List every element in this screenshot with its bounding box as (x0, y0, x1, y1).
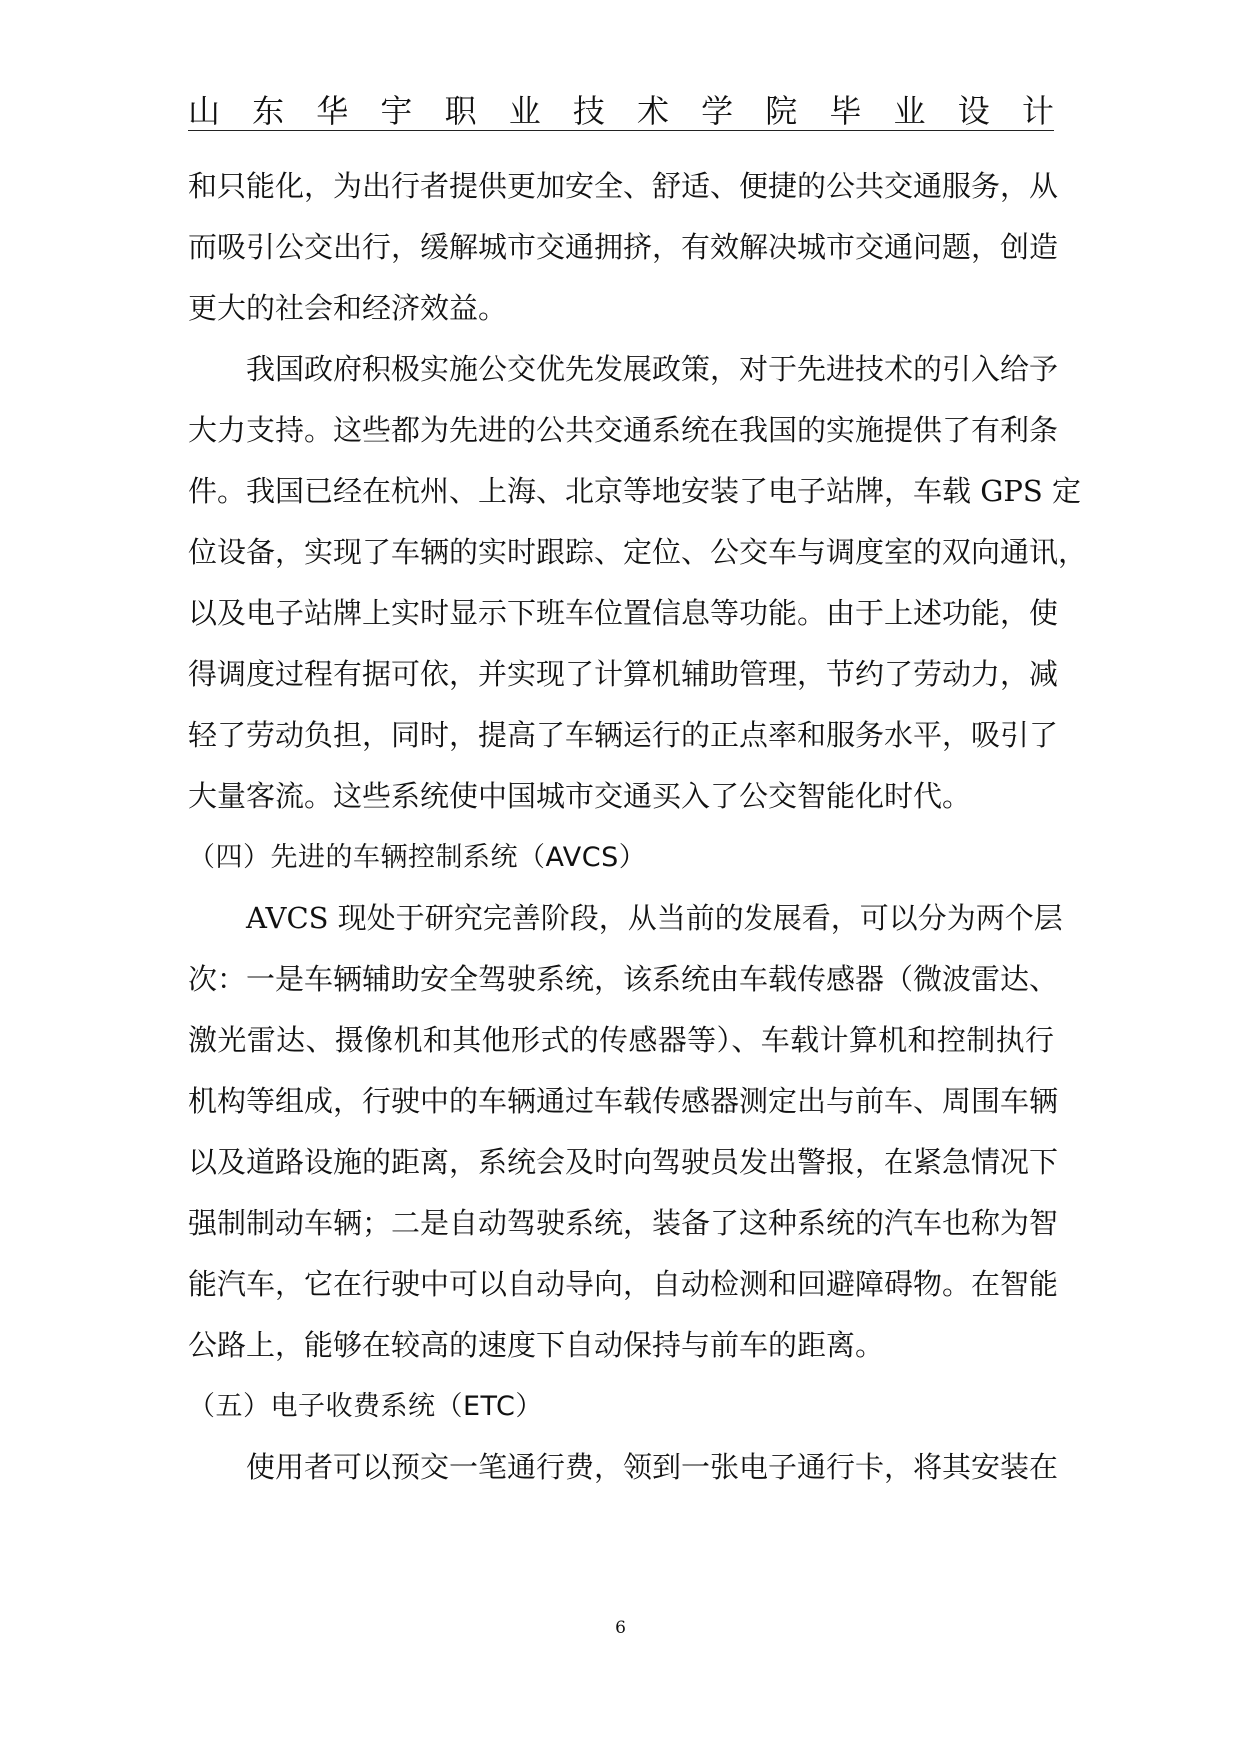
page-header (188, 88, 1054, 130)
header-char: 华 (316, 92, 349, 130)
text-line: 以及电子站牌上实时显示下班车位置信息等功能。由于上述功能，使 (188, 596, 1059, 630)
section-heading: （五）电子收费系统（ETC） (188, 1391, 543, 1422)
page-number: 6 (615, 1618, 626, 1638)
text-line: 使用者可以预交一笔通行费，领到一张电子通行卡，将其安装在 (246, 1450, 1059, 1484)
header-char: 业 (893, 92, 926, 130)
text-line: 位设备，实现了车辆的实时跟踪、定位、公交车与调度室的双向通讯， (188, 535, 1088, 569)
text-line: 公路上，能够在较高的速度下自动保持与前车的距离。 (188, 1328, 885, 1362)
header-char: 宇 (380, 92, 413, 130)
text-line: AVCS 现处于研究完善阶段，从当前的发展看，可以分为两个层 (246, 901, 1063, 935)
text-line: 得调度过程有据可依，并实现了计算机辅助管理，节约了劳动力，减 (188, 657, 1059, 691)
text-line: 大力支持。这些都为先进的公共交通系统在我国的实施提供了有利条 (188, 413, 1059, 447)
header-char: 技 (572, 92, 605, 130)
header-char: 学 (701, 92, 734, 130)
text-line: 激光雷达、摄像机和其他形式的传感器等）、车载计算机和控制执行 (188, 1023, 1054, 1057)
text-line: 更大的社会和经济效益。 (188, 291, 508, 325)
header-char: 计 (1021, 92, 1054, 130)
text-line: 以及道路设施的距离，系统会及时向驾驶员发出警报，在紧急情况下 (188, 1145, 1059, 1179)
header-char: 设 (957, 92, 990, 130)
header-char: 院 (765, 92, 798, 130)
header-char: 山 (188, 92, 221, 130)
text-line: 次：一是车辆辅助安全驾驶系统，该系统由车载传感器（微波雷达、 (188, 962, 1059, 996)
header-char: 术 (636, 92, 669, 130)
text-line: 机构等组成，行驶中的车辆通过车载传感器测定出与前车、周围车辆 (188, 1084, 1059, 1118)
text-line: 强制制动车辆；二是自动驾驶系统，装备了这种系统的汽车也称为智 (188, 1206, 1059, 1240)
header-char: 业 (508, 92, 541, 130)
text-line: 轻了劳动负担，同时，提高了车辆运行的正点率和服务水平，吸引了 (188, 718, 1059, 752)
text-line: 件。我国已经在杭州、上海、北京等地安装了电子站牌，车载 GPS 定 (188, 474, 1081, 508)
text-line: 和只能化，为出行者提供更加安全、舒适、便捷的公共交通服务，从 (188, 169, 1059, 203)
header-divider (188, 130, 1054, 131)
header-char: 毕 (829, 92, 862, 130)
header-char: 东 (252, 92, 285, 130)
header-char: 职 (444, 92, 477, 130)
text-line: 而吸引公交出行，缓解城市交通拥挤，有效解决城市交通问题，创造 (188, 230, 1059, 264)
text-line: 能汽车，它在行驶中可以自动导向，自动检测和回避障碍物。在智能 (188, 1267, 1059, 1301)
section-heading: （四）先进的车辆控制系统（AVCS） (188, 842, 647, 873)
body-text (188, 156, 1088, 1498)
text-line: 大量客流。这些系统使中国城市交通买入了公交智能化时代。 (188, 779, 972, 813)
text-line: 我国政府积极实施公交优先发展政策，对于先进技术的引入给予 (246, 352, 1059, 386)
